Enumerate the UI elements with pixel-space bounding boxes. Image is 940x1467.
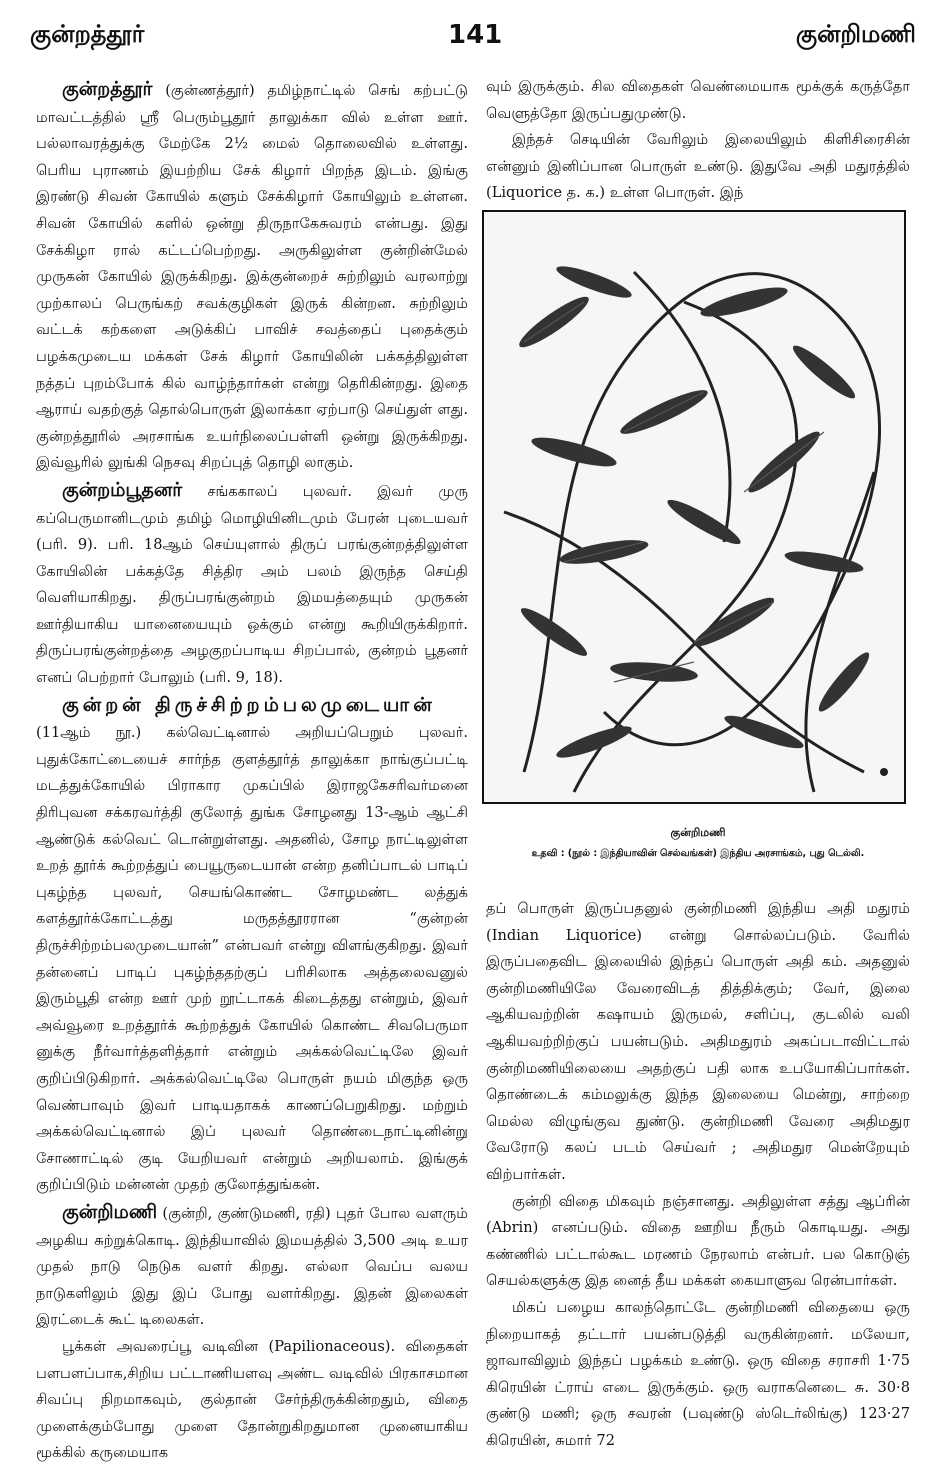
entry-kundran — [36, 720, 468, 1199]
entry-kundrathur — [36, 76, 468, 477]
paragraph: மிகப் பழைய காலந்தொட்டே குன்றிமணி விதையை ஒரு நிறையாகத் தட்டார் பயன்படுத்தி வருகின்றனர். மலேயா, ஜாவாவிலும் இந்தப் பழக்கம் உண்டு. ஒரு விதை சராசரி 1·75 கிரெயின் ட்ராய் எடை இருக்கும். ஒரு வராகனெடை சு. 30·8 குண்டு மணி; ஒரு சவரன் (பவுண்டு ஸ்டெர்லிங்கு) 123·27 கிரெயின், சுமார் 72 — [486, 1298, 910, 1449]
page-number: 141 — [448, 20, 503, 50]
entry-body: பூக்கள் அவரைப்பூ வடிவின (Papilionaceous). விதைகள் பளபளப்பாக,சிறிய பட்டாணியளவு அண்ட வடிவில் பிரகாசமான சிவப்பு நிறமாகவும், குல்தான் சேர்ந்திருக்கின்றதும், விதை முளைக்கும்போது முளை தோன்றுகிறதுமான முனையாகிய மூக்கில் கருமையாக — [36, 1337, 468, 1462]
figure-caption: குன்றிமணி — [670, 826, 726, 839]
entry-kundran-term-line — [36, 692, 468, 721]
paragraph: தப் பொருள் இருப்பதனுல் குன்றிமணி இந்திய அதி மதுரம் (Indian Liquorice) என்று சொல்லப்படும். வேரில் இருப்பதைவிட இலையில் இந்தப் பொருள் அதி கம். அதனுல் குன்றிமணியிலே வேரைவிடத் தித்திக்கும்; வேர், இலை ஆகியவற்றின் கஷாயம் இருமல், சளிப்பு, குடலில் வலி ஆகியவற்றிற்குப் பயன்படும். அதிமதுரம் அகப்படாவிட்டால் குன்றிமணியிலையை அதற்குப் பதி லாக உபயோகிப்பார்கள். தொண்டைக் கம்மலுக்கு இந்த இலையை மென்று, சாற்றை மெல்ல விழுங்குவ துண்டு. குன்றிமணி வேரை அதிமதுர வேரோடு கலப் படம் செய்வர் ; அதிமதுர மென்றேயும் விற்பார்கள். — [486, 900, 910, 1183]
entry-kundrimani — [36, 1199, 468, 1334]
left-column — [36, 76, 468, 1467]
figure-credit: உதவி : (நூல் : இந்தியாவின் செல்வங்கள்) இந்திய அரசாங்கம், புது டெல்லி. — [531, 848, 865, 859]
vine-drawing — [484, 212, 904, 802]
entry-kundrimani-para2 — [36, 1334, 468, 1467]
entry-term: குன்றிமணி — [62, 1200, 158, 1223]
running-head-left: குன்றத்தூர் — [30, 20, 145, 48]
right-column-bottom — [486, 896, 910, 1454]
entry-body: (குன்ணத்தூர்) தமிழ்நாட்டில் செங் கற்பட்டு மாவட்டத்தில் ஸ்ரீ பெரும்பூதூர் தாலுக்கா வில் உள்ள ஊர். பல்லாவரத்துக்கு மேற்கே 2½ மைல் தொலைவில் உள்ளது. பெரிய புராணம் இயற்றிய சேக் கிழார் பிறந்த இடம். இங்கு இரண்டு சிவன் கோயில் களும் சேக்கிழார் கோயிலும் உள்ளன. சிவன் கோயில் களில் ஒன்று திருநாகேசுவரம் என்பது. இது சேக்கிழா ரால் கட்டப்பெற்றது. அருகிலுள்ள குன்றின்மேல் முருகன் கோயில் இருக்கிறது. இக்குன்றைச் சுற்றிலும் வரலாற்று முற்காலப் பெருங்கற் சவக்குழிகள் இருக் கின்றன. சுற்றிலும் வட்டக் கற்களை அடுக்கிப் பாவிச் சவத்தைப் புதைக்கும் பழக்கமுடைய மக்கள் சேக் கிழார் கோயிலின் பக்கத்திலுள்ள நத்தப் புறம்போக் கில் வாழ்ந்தார்கள் என்று தெரிகின்றது. இதை ஆராய் வதற்குத் தொல்பொருள் இலாக்கா ஏற்பாடு செய்துள் ளது. குன்றத்தூரில் அரசாங்க உயர்நிலைப்பள்ளி ஒன்று இருக்கிறது. இவ்வூரில் லுங்கி நெசவு சிறப்புத் தொழி லாகும். — [36, 82, 468, 472]
paragraph: குன்றி விதை மிகவும் நஞ்சானது. அதிலுள்ள சத்து ஆப்ரின் (Abrin) எனப்படும். விதை ஊறிய நீரும் கொடியது. அது கண்ணில் பட்டால்கூட மரணம் நேரலாம் என்பர். பல கொடுஞ் செயல்களுக்கு இத னைத் தீய மக்கள் கையாளுவ ரென்பார்கள். — [486, 1192, 910, 1290]
entry-term: குன்றம்பூதனர் — [62, 478, 183, 501]
plant-illustration — [482, 210, 906, 804]
entry-body: சங்ககாலப் புலவர். இவர் முரு கப்பெருமானிடமும் தமிழ் மொழியினிடமும் பேரன் புடையவர் (பரி. 9). பரி. 18ஆம் செய்யுளால் திருப் பரங்குன்றத்திலுள்ள கோயிலின் பக்கத்தே சித்திர அம் பலம் இருந்த செய்தி வெளியாகிறது. திருப்பரங்குன்றம் இமயத்தையும் முருகன் ஊர்தியாகிய யானையையும் ஒக்கும் என்று கூறியிருக்கிறார். திருப்பரங்குன்றத்தை அழகுறப்பாடிய சிறப்பால், குன்றம் பூதனர் எனப் பெற்றார் போலும் (பரி. 9, 18). — [36, 482, 468, 687]
entry-term: குன்றன் திருச்சிற்றம்பலமுடையான் — [62, 693, 436, 716]
running-head-right: குன்றிமணி — [795, 20, 916, 48]
entry-body: (11ஆம் நூ.) கல்வெட்டினால் அறியப்பெறும் புலவர். புதுக்கோட்டையைச் சார்ந்த குளத்தூர்த் தாலுக்கா நாங்குப்பட்டி மடத்துக்கோயில் பிராகார முகப்பில் இராஜகேசரிவர்மனை திரிபுவன சக்கரவர்த்தி குலோத் துங்க சோழனது 13-ஆம் ஆட்சி ஆண்டுக் கல்வெட் டொன்றுள்ளது. அதனில், சோழ நாட்டிலுள்ள உறத் தூர்க் கூற்றத்துப் பையூருடையான் என்ற தனிப்பாடல் பாடிப் புகழ்ந்த புலவர், செயங்கொண்ட சோழமண்ட லத்துக் களத்தூர்க்கோட்டத்து மருதத்தூரரான “குன்றன் திருச்சிற்றம்பலமுடையான்” என்பவர் என்று விளங்குகிறது. இவர் தன்னைப் பாடிப் புகழ்ந்ததற்குப் பரிசிலாக அத்தலைவனுல் இரும்பூதி என்ற ஊர் முற் றூட்டாகக் கிடைத்தது என்றும், இவர் அவ்வூரை உறத்தூர்க் கூற்றத்துக் கோயில் கொண்ட சிவபெருமா னுக்கு நீர்வார்த்தளித்தார் என்றும் அக்கல்வெட்டிலே இவர் குறிப்பிடுகிறார். அக்கல்வெட்டிலே பொருள் நயம் மிகுந்த ஒரு வெண்பாவும் இவர் பாடியதாகக் காணப்பெறுகிறது. மற்றும் அக்கல்வெட்டினால் இப் புலவர் தொண்டைநாட்டினின்று சோணாட்டில் குடி யேறியவர் என்றும் அறியலாம். இங்குக் குறிப்பிடும் மன்னன் முதற் குலோத்துங்கன். — [36, 724, 468, 1194]
entry-body: (குன்றி, குண்டுமணி, ரதி) புதர் போல வளரும் அழகிய சுற்றுக்கொடி. இந்தியாவில் இமயத்தில் 3,500 அடி உயர முதல் நாடு நெடுக வளர் கிறது. எல்லா வெப்ப வலய நாடுகளிலும் இது இப் போது வளர்கிறது. இதன் இலைகள் இரட்டைக் கூட் டிலைகள். — [36, 1204, 468, 1329]
entry-term: குன்றத்தூர் — [62, 78, 153, 100]
entry-kundrampoothanar — [36, 477, 468, 692]
paragraph: இந்தச் செடியின் வேரிலும் இலையிலும் கிளிசிரைசின் என்னும் இனிப்பான பொருள் உண்டு. இதுவே அதி மதுரத்தில் (Liquorice த. க.) உள்ள பொருள். இந் — [486, 131, 910, 202]
right-column-top — [486, 74, 910, 207]
paragraph: வும் இருக்கும். சில விதைகள் வெண்மையாக மூக்குக் கருத்தோ வெளுத்தோ இருப்பதுமுண்டு. — [486, 78, 910, 122]
